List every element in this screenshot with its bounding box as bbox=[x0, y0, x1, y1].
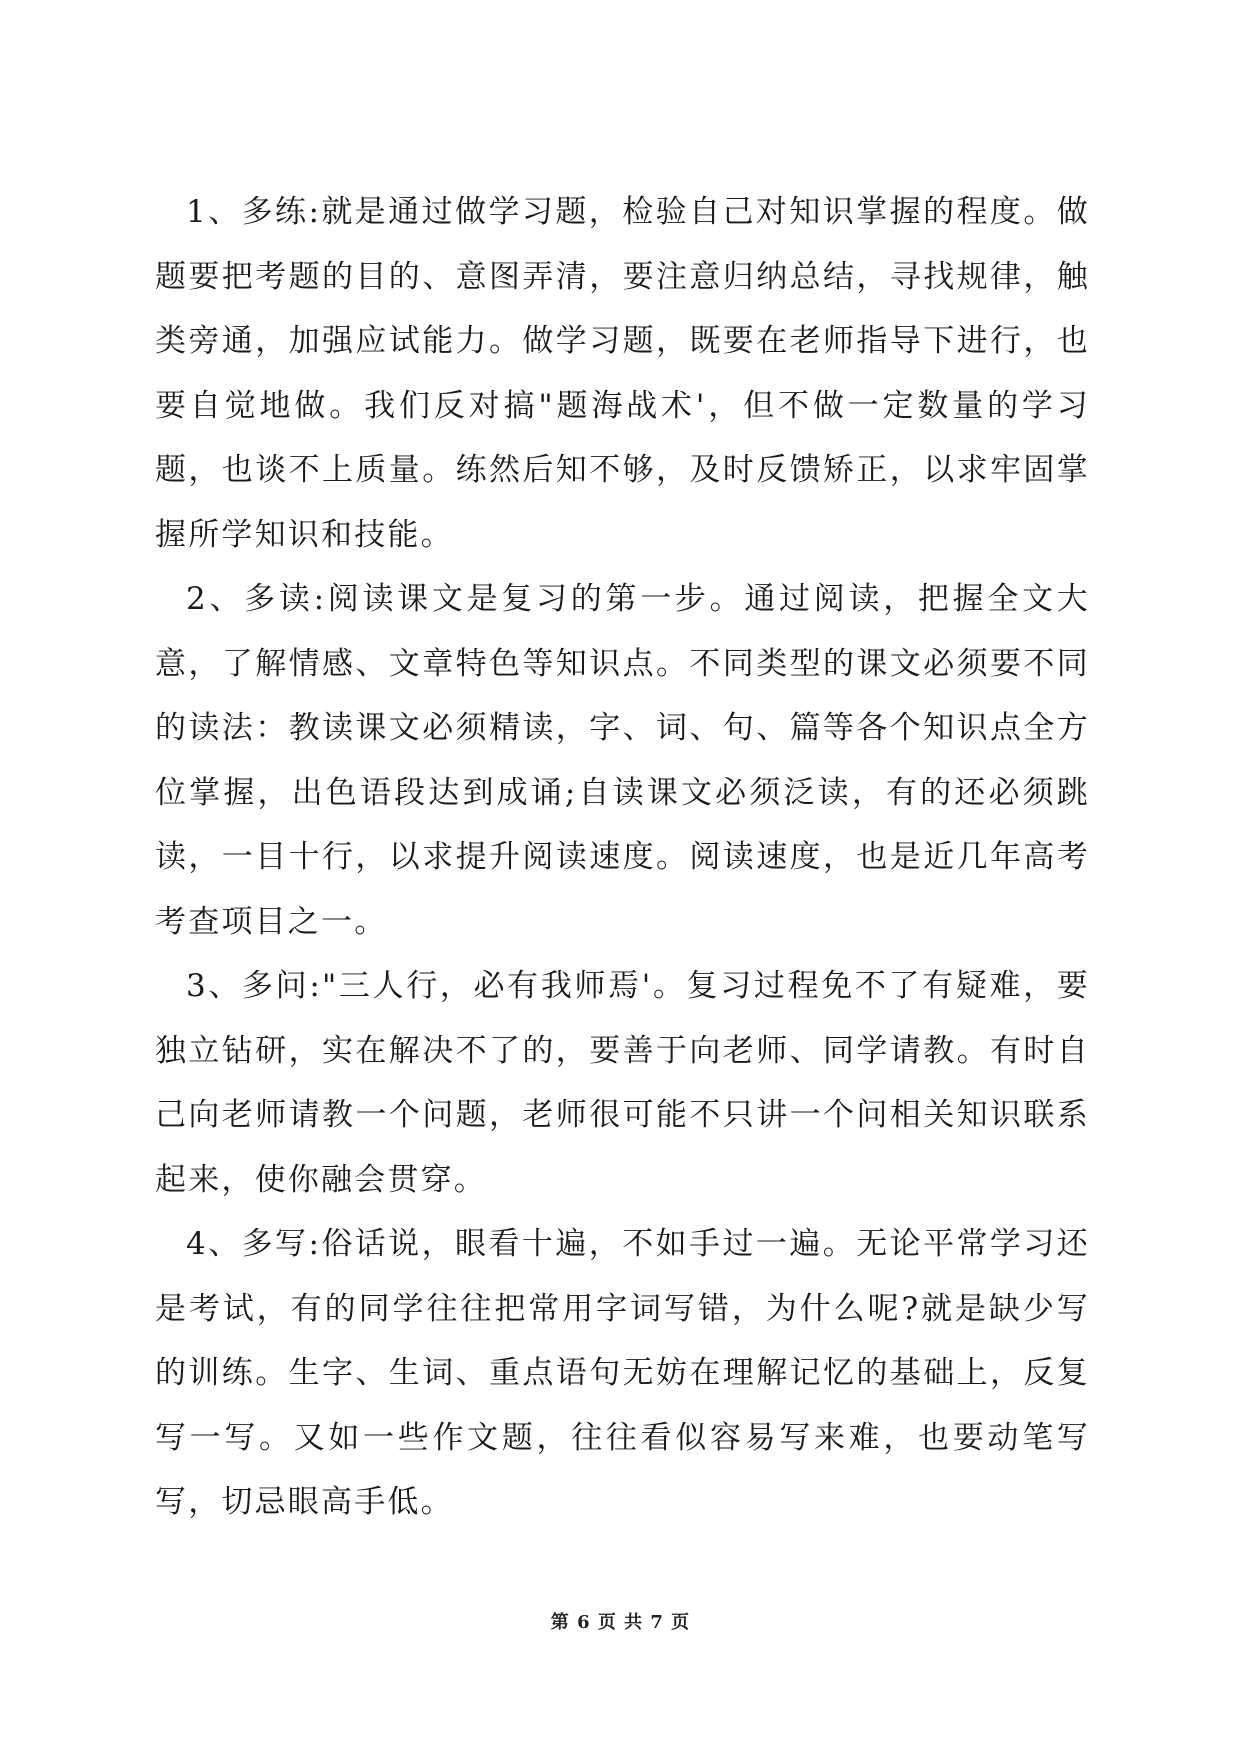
paragraph-reading: 2、多读:阅读课文是复习的第一步。通过阅读，把握全文大意，了解情感、文章特色等知识点。不同类型的课文必须要不同的读法：教读课文必须精读，字、词、句、篇等各个知识点全方位掌握，出色语段达到成诵;自读课文必须泛读，有的还必须跳读，一目十行，以求提升阅读速度。阅读速度，也是近几年高考考查项目之一。 bbox=[155, 581, 1090, 940]
paragraph-practice: 1、多练:就是通过做学习题，检验自己对知识掌握的程度。做题要把考题的目的、意图弄清，要注意归纳总结，寻找规律，触类旁通，加强应试能力。做学习题，既要在老师指导下进行，也要自觉地做。我们反对搞"题海战术'，但不做一定数量的学习题，也谈不上质量。练然后知不够，及时反馈矫正，以求牢固掌握所学知识和技能。 bbox=[155, 194, 1090, 553]
paragraph-asking: 3、多问:"三人行，必有我师焉'。复习过程免不了有疑难，要独立钻研，实在解决不了的，要善于向老师、同学请教。有时自己向老师请教一个问题，老师很可能不只讲一个问相关知识联系起来，使你融会贯穿。 bbox=[155, 968, 1090, 1198]
document-body bbox=[155, 180, 1090, 1535]
paragraph-writing: 4、多写:俗话说，眼看十遍，不如手过一遍。无论平常学习还是考试，有的同学往往把常用字词写错，为什么呢?就是缺少写的训练。生字、生词、重点语句无妨在理解记忆的基础上，反复写一写。又如一些作文题，往往看似容易写来难，也要动笔写写，切忌眼高手低。 bbox=[155, 1226, 1090, 1520]
page-number-footer: 第 6 页 共 7 页 bbox=[550, 1612, 691, 1633]
